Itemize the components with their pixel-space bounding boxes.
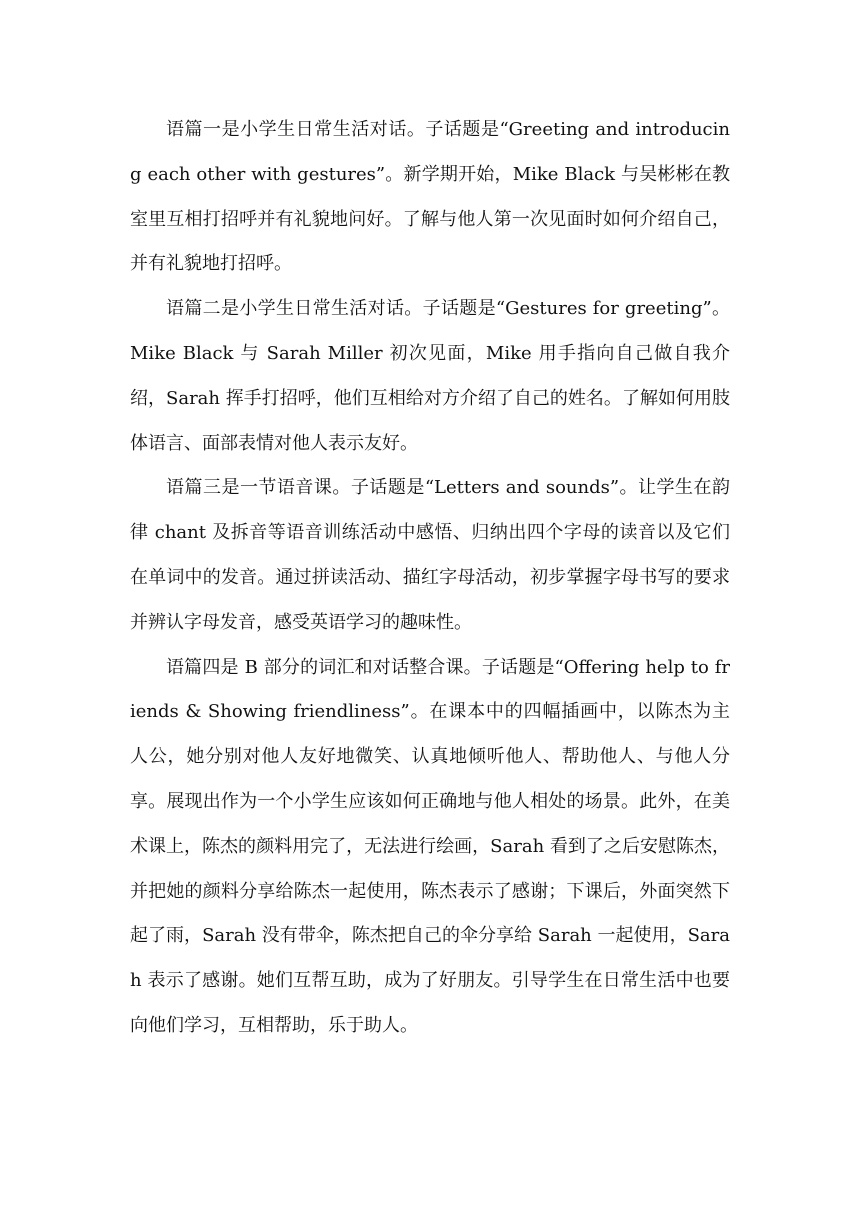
document-body [130,108,730,1049]
paragraph-1: 语篇一是小学生日常生活对话。子话题是“Greeting and introducing each other with gestures”。新学期开始，Mike Black 与吴彬彬在教室里互相打招呼并有礼貌地问好。了解与他人第一次见面时如何介绍自己，并有礼貌地打招呼。 [130,119,730,275]
paragraph-3: 语篇三是一节语音课。子话题是“Letters and sounds”。让学生在韵律 chant 及拆音等语音训练活动中感悟、归纳出四个字母的读音以及它们在单词中的发音。通过拼读活动、描红字母活动，初步掌握字母书写的要求并辨认字母发音，感受英语学习的趣味性。 [130,477,730,633]
paragraph-2: 语篇二是小学生日常生活对话。子话题是“Gestures for greeting”。Mike Black 与 Sarah Miller 初次见面，Mike 用手指向自己做自我介绍，Sarah 挥手打招呼，他们互相给对方介绍了自己的姓名。了解如何用肢体语言、面部表情对他人表示友好。 [130,298,730,454]
paragraph-4: 语篇四是 B 部分的词汇和对话整合课。子话题是“Offering help to friends & Showing friendliness”。在课本中的四幅插画中，以陈杰为主人公，她分别对他人友好地微笑、认真地倾听他人、帮助他人、与他人分享。展现出作为一个小学生应该如何正确地与他人相处的场景。此外，在美术课上，陈杰的颜料用完了，无法进行绘画，Sarah 看到了之后安慰陈杰，并把她的颜料分享给陈杰一起使用，陈杰表示了感谢；下课后，外面突然下起了雨，Sarah 没有带伞，陈杰把自己的伞分享给 Sarah 一起使用，Sarah 表示了感谢。她们互帮互助，成为了好朋友。引导学生在日常生活中也要向他们学习，互相帮助，乐于助人。 [130,656,730,1036]
